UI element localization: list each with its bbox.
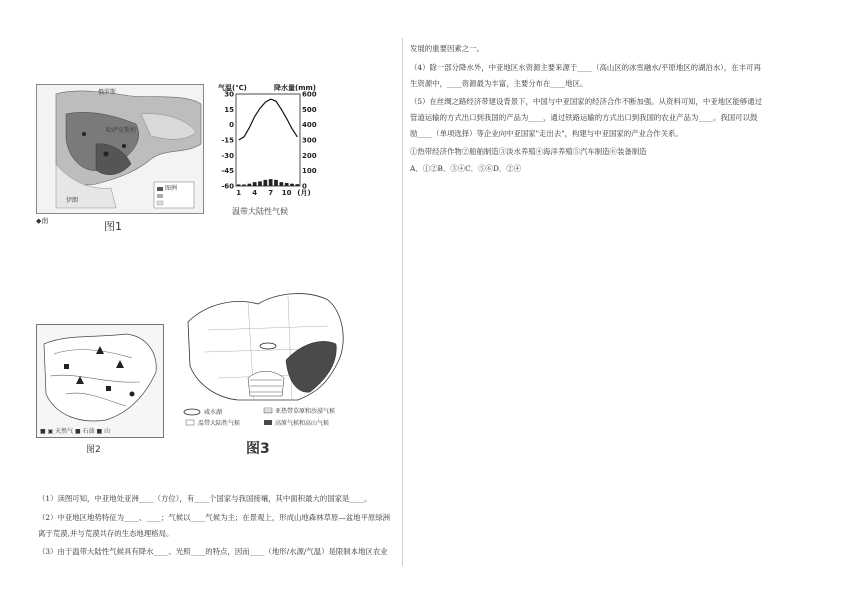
- figure1-map: [36, 84, 204, 214]
- question-5-cont: 管道运输的方式出口到我国的产品为____，通过铁路运输的方式出口到我国的农业产品为____。我国可以鼓: [410, 113, 758, 122]
- right-tick-label: 600: [302, 90, 317, 99]
- legend-highland: 高原气候和高山气候: [275, 420, 330, 427]
- right-tick-label: 300: [302, 136, 317, 145]
- question-5: （5）在丝绸之路经济带建设背景下，中国与中亚国家的经济合作不断加强。从资料可知，中亚地区能够通过: [410, 97, 763, 106]
- right-tick-label: 500: [302, 105, 317, 114]
- x-tick-label: 7: [268, 189, 274, 197]
- figure3-caption: 图3: [246, 441, 270, 457]
- precipitation-bar: [237, 184, 241, 186]
- figure2-map: [36, 324, 164, 438]
- figure2-legend: ■ ▣ 天然气 ■ 石油 ■ 山: [40, 428, 111, 435]
- precipitation-bar: [295, 184, 299, 186]
- left-tick-label: -30: [221, 151, 234, 160]
- legend-temperate: 温带大陆性气候: [198, 420, 241, 427]
- question-2: （2）中亚地区地势特征为____、____；气候以____气候为主；在景观上，形成山地森林草原—盆地平原绿洲: [38, 513, 391, 522]
- question-1: （1）读图可知，中亚地处亚洲____（方位），有____个国家与我国接壤，其中面积最大的国家是____。: [38, 494, 372, 503]
- left-tick-label: 15: [224, 105, 234, 114]
- question-5-options: ①热带经济作物②船舶制造③淡水养殖④海洋养殖⑤汽车制造⑥装备制造: [410, 147, 647, 156]
- left-axis-title: 气温(℃): [218, 84, 247, 92]
- precipitation-bar: [269, 179, 273, 186]
- climate-chart: [214, 82, 326, 216]
- right-tick-label: 200: [302, 151, 317, 160]
- right-tick-label: 100: [302, 167, 317, 176]
- x-tick-label: 4: [252, 189, 258, 197]
- precipitation-bar: [285, 183, 289, 186]
- right-axis-title: 降水量(mm): [274, 84, 316, 92]
- label-iran: 伊朗: [66, 197, 79, 204]
- question-4: （4）除一部分降水外，中亚地区水资源主要来源于____（高山区的冰雪融水/平原地区的湖泊水），在丰可再: [410, 63, 761, 72]
- x-tick-label: 1: [236, 189, 242, 197]
- legend-salt-lake: 咸水湖: [204, 409, 223, 416]
- column-divider: [402, 38, 403, 566]
- x-tick-label: (月): [297, 189, 311, 197]
- precipitation-bar: [290, 184, 294, 186]
- left-tick-label: 30: [224, 90, 234, 99]
- label-russia: 俄罗斯: [98, 89, 117, 96]
- left-tick-label: -15: [221, 136, 234, 145]
- left-tick-label: 0: [229, 121, 234, 130]
- precipitation-bar: [258, 181, 262, 186]
- figure3-map: [178, 282, 358, 438]
- legend-subtropical: 亚热带草原和沙漠气候: [275, 408, 336, 415]
- question-2-cont: 离于荒漠,并与荒漠共存的生态地理格局。: [38, 529, 174, 538]
- precipitation-bar: [242, 184, 246, 186]
- question-3: （3）由于温带大陆性气候具有降水____、光照____的特点，因而____（地形/水源/气温）是限制本地区农业: [38, 547, 388, 556]
- left-tick-label: -60: [221, 182, 234, 191]
- question-4-cont: 生资源中，____资源最为丰富，主要分布在____地区。: [410, 79, 588, 88]
- left-tick-label: -45: [221, 167, 234, 176]
- question-3-cont: 发展的重要因素之一。: [410, 44, 484, 53]
- right-tick-label: 400: [302, 121, 317, 130]
- question-5-cont2: 励____（单项选择）等企业向中亚国家"走出去"，构建与中亚国家的产业合作关系。: [410, 129, 683, 138]
- climate-chart-caption: 温带大陆性气候: [232, 207, 288, 216]
- precipitation-bar: [263, 180, 267, 186]
- figure1-caption: 图1: [104, 220, 122, 233]
- question-5-choices: A．①②B．③④C．⑤⑥D．②④: [410, 164, 522, 173]
- right-tick-label: 0: [302, 182, 307, 191]
- precipitation-bar: [247, 184, 251, 186]
- x-tick-label: 10: [281, 189, 292, 197]
- label-kazakhstan: 哈萨克斯坦: [106, 127, 137, 134]
- figure2-caption: 图2: [86, 445, 101, 455]
- precipitation-bar: [274, 180, 278, 186]
- legend-title: 图例: [165, 185, 178, 192]
- figure1-compass: ◆南: [36, 217, 49, 225]
- precipitation-bar: [253, 182, 257, 186]
- precipitation-bar: [279, 182, 283, 186]
- temperature-line: [239, 99, 298, 140]
